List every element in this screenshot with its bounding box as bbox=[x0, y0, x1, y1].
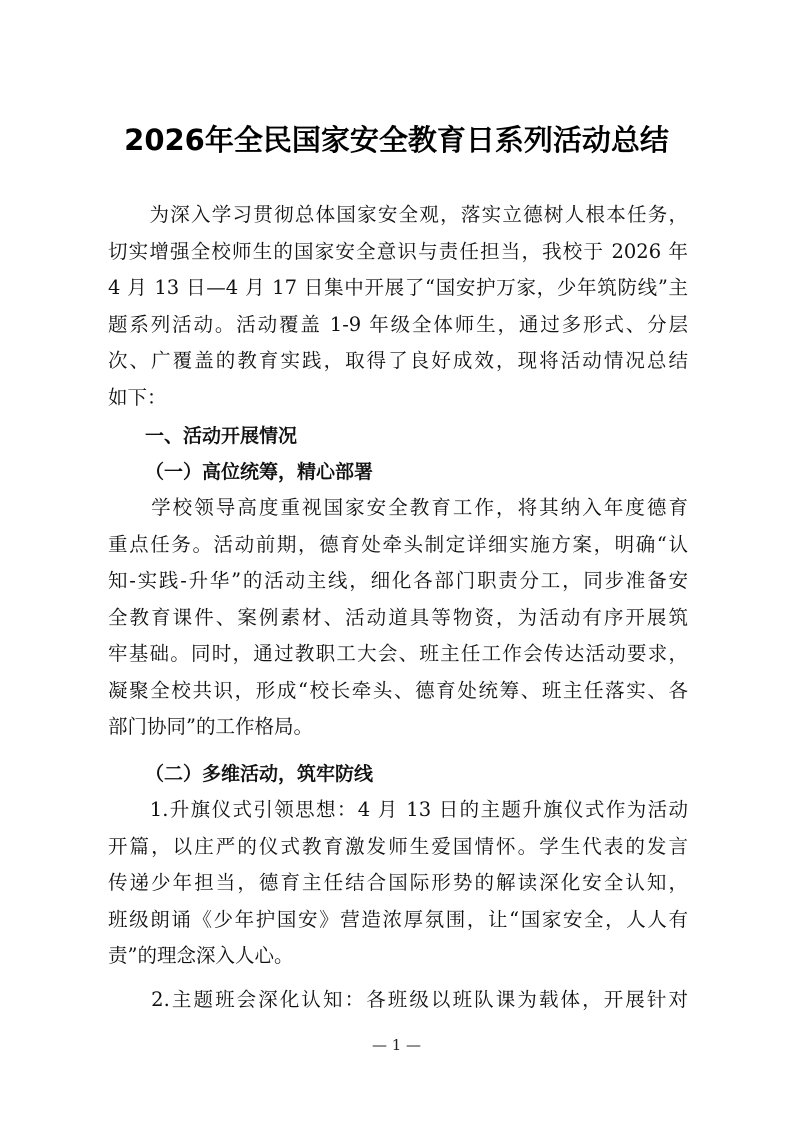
subsection-heading: （一）高位统筹，精心部署 bbox=[145, 461, 374, 483]
paragraph-line: 次、广覆盖的教育实践，取得了良好成效，现将活动情况总结 bbox=[108, 349, 688, 372]
paragraph-line: 全教育课件、案例素材、活动道具等物资，为活动有序开展筑 bbox=[108, 606, 688, 629]
paragraph-line: 如下： bbox=[108, 386, 167, 409]
paragraph-line: 开篇，以庄严的仪式教育激发师生爱国情怀。学生代表的发言 bbox=[108, 835, 688, 858]
paragraph-line: 牢基础。同时，通过教职工大会、班主任工作会传达活动要求， bbox=[108, 642, 688, 665]
page-number: — 1 — bbox=[371, 1036, 422, 1054]
paragraph-line: 班级朗诵《少年护国安》营造浓厚氛围，让“国家安全，人人有 bbox=[108, 908, 688, 931]
paragraph-line: 重点任务。活动前期，德育处牵头制定详细实施方案，明确“认 bbox=[108, 533, 688, 556]
paragraph-line: 部门协同”的工作格局。 bbox=[108, 715, 313, 738]
paragraph-line: 2.主题班会深化认知：各班级以班队课为载体，开展针对 bbox=[108, 988, 688, 1011]
subsection-heading: （二）多维活动，筑牢防线 bbox=[145, 763, 374, 785]
paragraph-line: 切实增强全校师生的国家安全意识与责任担当，我校于 2026 年 bbox=[108, 240, 688, 263]
document-title: 2026年全民国家安全教育日系列活动总结 bbox=[124, 123, 669, 157]
paragraph-line: 1.升旗仪式引领思想：4 月 13 日的主题升旗仪式作为活动 bbox=[108, 798, 688, 821]
paragraph-line: 知-实践-升华”的活动主线，细化各部门职责分工，同步准备安 bbox=[108, 569, 688, 592]
paragraph-line: 责”的理念深入人心。 bbox=[108, 944, 294, 967]
paragraph-line: 传递少年担当，德育主任结合国际形势的解读深化安全认知， bbox=[108, 871, 688, 894]
paragraph-line: 4 月 13 日—4 月 17 日集中开展了“国安护万家，少年筑防线”主 bbox=[108, 276, 688, 299]
paragraph-line: 学校领导高度重视国家安全教育工作，将其纳入年度德育 bbox=[108, 496, 688, 519]
paragraph-line: 凝聚全校共识，形成“校长牵头、德育处统筹、班主任落实、各 bbox=[108, 679, 688, 702]
paragraph-line: 为深入学习贯彻总体国家安全观，落实立德树人根本任务， bbox=[108, 203, 688, 226]
paragraph-line: 题系列活动。活动覆盖 1-9 年级全体师生，通过多形式、分层 bbox=[108, 313, 688, 336]
section-heading: 一、活动开展情况 bbox=[145, 425, 298, 447]
